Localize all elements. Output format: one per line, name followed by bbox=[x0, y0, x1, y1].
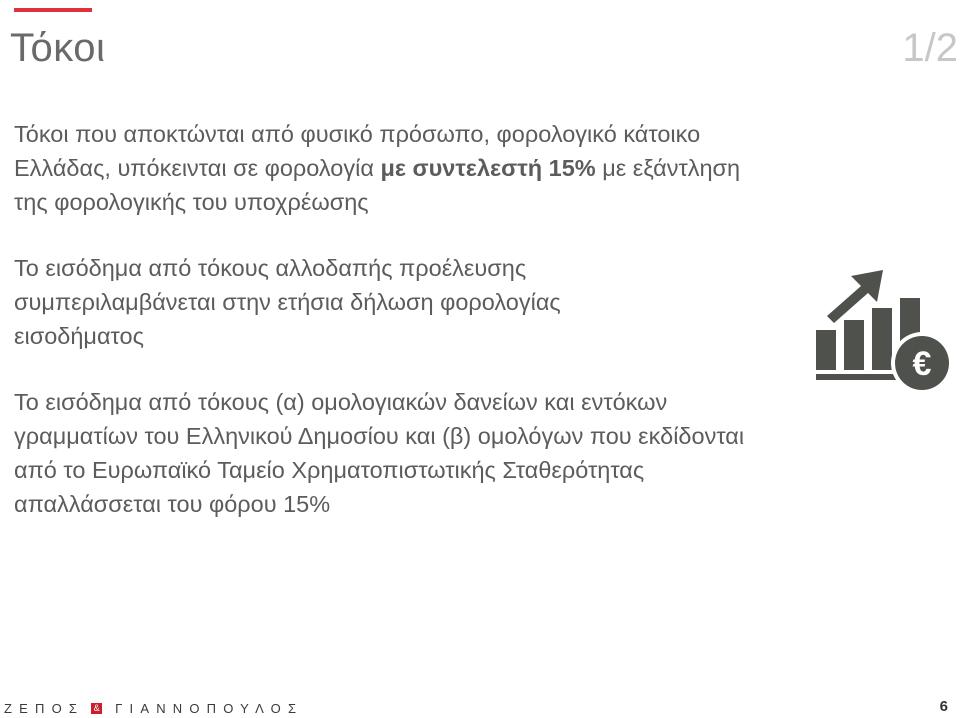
chart-bar-1 bbox=[816, 330, 836, 370]
paragraph-text: Το εισόδημα από τόκους (α) ομολογιακών δανείων και εντόκων γραμματίων του Ελληνικού Δημοσίου και (β) ομολόγων που εκδίδονται από το Ευρωπαϊκό Ταμείο Χρηματοπιστωτικής Σταθερότητας απαλλάσσεται του φόρου 15% bbox=[14, 389, 745, 517]
logo-ampersand: & bbox=[91, 703, 102, 714]
paragraph-interest-tax-rate bbox=[14, 117, 754, 219]
footer-logo bbox=[4, 701, 303, 716]
bar-chart-growth-euro-icon bbox=[813, 268, 958, 398]
paragraph-text: με εξάντληση της φορολογικής του υποχρέωσης bbox=[14, 155, 741, 215]
title-accent-bar bbox=[14, 8, 92, 12]
slide-number: 6 bbox=[939, 698, 948, 715]
paragraph-tax-exemption bbox=[14, 385, 759, 521]
euro-sign: € bbox=[912, 345, 932, 383]
chart-bar-2 bbox=[844, 320, 864, 370]
logo-text-right: ΓΙΑΝΝΟΠΟΥΛΟΣ bbox=[115, 701, 304, 716]
chart-bar-3 bbox=[872, 308, 892, 370]
slide-content bbox=[14, 117, 774, 553]
page-indicator: 1/2 bbox=[902, 26, 958, 70]
logo-text-left: ΖΕΠΟΣ bbox=[4, 701, 85, 716]
page-title: Τόκοι bbox=[10, 26, 106, 70]
paragraph-text: Τόκοι που αποκτώνται από φυσικό πρόσωπο, φορολογικό κάτοικο Ελλάδας, υπόκεινται σε φορολογία bbox=[14, 121, 701, 181]
tax-rate-highlight: με συντελεστή 15% bbox=[380, 155, 596, 181]
paragraph-foreign-income bbox=[14, 251, 654, 353]
paragraph-text: Το εισόδημα από τόκους αλλοδαπής προέλευσης συμπεριλαμβάνεται στην ετήσια δήλωση φορολογίας εισοδήματος bbox=[14, 255, 561, 349]
